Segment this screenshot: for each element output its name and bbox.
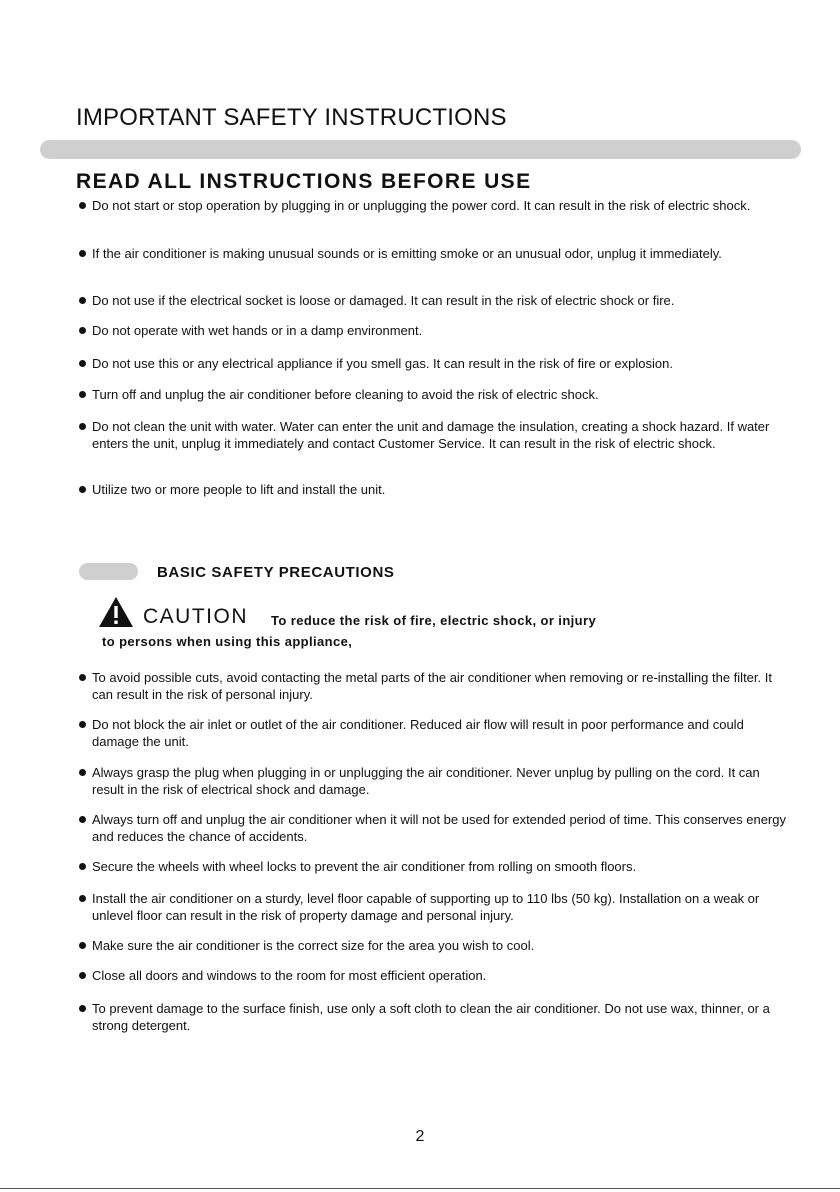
- basic-item-group: [78, 764, 790, 798]
- list-item: [78, 418, 790, 452]
- bullet-dot-icon: [79, 816, 86, 823]
- list-item: [78, 481, 790, 498]
- bullet-dot-icon: [79, 674, 86, 681]
- basic-item-group: [78, 937, 790, 954]
- bullet-dot-icon: [79, 486, 86, 493]
- basic-item-group: [78, 890, 790, 924]
- list-item: [78, 858, 790, 875]
- list-item: [78, 386, 790, 403]
- page-number: 2: [415, 1128, 425, 1145]
- list-item-text: Make sure the air conditioner is the correct size for the area you wish to cool.: [92, 938, 535, 953]
- list-item: [78, 967, 790, 984]
- list-item-text: Utilize two or more people to lift and install the unit.: [92, 482, 386, 497]
- list-item-text: Do not start or stop operation by plugging in or unplugging the power cord. It can result in the risk of electric shock.: [92, 198, 751, 213]
- list-item-text: Always turn off and unplug the air conditioner when it will not be used for extended period of time. This conserves energy and reduces the chance of accidents.: [92, 812, 786, 844]
- list-item: [78, 1000, 790, 1034]
- bullet-dot-icon: [79, 250, 86, 257]
- list-item: [78, 937, 790, 954]
- list-item-text: Do not use this or any electrical appliance if you smell gas. It can result in the risk of fire or explosion.: [92, 356, 673, 371]
- list-item-text: Do not block the air inlet or outlet of the air conditioner. Reduced air flow will result in poor performance and could damage the unit.: [92, 717, 744, 749]
- list-item: [78, 292, 790, 309]
- warning-triangle-icon: [98, 596, 134, 628]
- basic-item-group: [78, 811, 790, 845]
- read-all-item-group: [78, 292, 790, 309]
- bullet-dot-icon: [79, 327, 86, 334]
- list-item: [78, 716, 790, 750]
- list-item-text: Do not clean the unit with water. Water can enter the unit and damage the insulation, creating a shock hazard. If water enters the unit, unplug it immediately and contact Customer Service. It can result in the risk of electric shock.: [92, 419, 770, 451]
- list-item: [78, 322, 790, 339]
- bullet-dot-icon: [79, 769, 86, 776]
- basic-item-group: [78, 858, 790, 875]
- section-heading: BASIC SAFETY PRECAUTIONS: [157, 564, 395, 581]
- basic-item-group: [78, 1000, 790, 1034]
- list-item-text: Secure the wheels with wheel locks to prevent the air conditioner from rolling on smooth floors.: [92, 859, 637, 874]
- list-item-text: Do not use if the electrical socket is loose or damaged. It can result in the risk of electric shock or fire.: [92, 293, 675, 308]
- section-marker-pill: [79, 563, 138, 580]
- bullet-dot-icon: [79, 972, 86, 979]
- list-item-text: Install the air conditioner on a sturdy, level floor capable of supporting up to 110 lbs (50 kg). Installation on a weak or unlevel floor can result in the risk of property damage and personal injury.: [92, 891, 760, 923]
- read-all-item-group: [78, 245, 790, 262]
- list-item: [78, 890, 790, 924]
- basic-item-group: [78, 967, 790, 984]
- read-all-heading: READ ALL INSTRUCTIONS BEFORE USE: [76, 170, 532, 193]
- list-item-text: Turn off and unplug the air conditioner before cleaning to avoid the risk of electric shock.: [92, 387, 599, 402]
- list-item-text: Close all doors and windows to the room for most efficient operation.: [92, 968, 487, 983]
- bullet-dot-icon: [79, 895, 86, 902]
- bullet-dot-icon: [79, 423, 86, 430]
- caution-text-line1: To reduce the risk of fire, electric shock, or injury: [271, 613, 597, 628]
- read-all-item-group: [78, 418, 790, 452]
- bullet-dot-icon: [79, 721, 86, 728]
- bullet-dot-icon: [79, 202, 86, 209]
- list-item: [78, 669, 790, 703]
- bullet-dot-icon: [79, 391, 86, 398]
- list-item: [78, 245, 790, 262]
- basic-item-group: [78, 669, 790, 703]
- list-item-text: To prevent damage to the surface finish, use only a soft cloth to clean the air conditioner. Do not use wax, thinner, or a strong detergent.: [92, 1001, 770, 1033]
- read-all-item-group: [78, 386, 790, 403]
- caution-label: CAUTION: [143, 605, 248, 628]
- list-item-text: To avoid possible cuts, avoid contacting the metal parts of the air conditioner when removing or re-installing the filter. It can result in the risk of personal injury.: [92, 670, 772, 702]
- page-title: IMPORTANT SAFETY INSTRUCTIONS: [76, 104, 507, 131]
- basic-item-group: [78, 716, 790, 750]
- bullet-dot-icon: [79, 297, 86, 304]
- list-item-text: Do not operate with wet hands or in a damp environment.: [92, 323, 423, 338]
- list-item-text: Always grasp the plug when plugging in or unplugging the air conditioner. Never unplug by pulling on the cord. It can result in the risk of electrical shock and damage.: [92, 765, 760, 797]
- bullet-dot-icon: [79, 1005, 86, 1012]
- title-divider-bar: [40, 140, 801, 159]
- read-all-item-group: [78, 355, 790, 372]
- bottom-divider: [0, 1188, 840, 1189]
- bullet-dot-icon: [79, 942, 86, 949]
- list-item: [78, 197, 804, 214]
- list-item: [78, 355, 790, 372]
- caution-text-line2: to persons when using this appliance,: [102, 634, 353, 649]
- bullet-dot-icon: [79, 863, 86, 870]
- bullet-dot-icon: [79, 360, 86, 367]
- list-item: [78, 764, 790, 798]
- list-item-text: If the air conditioner is making unusual sounds or is emitting smoke or an unusual odor, unplug it immediately.: [92, 246, 722, 261]
- list-item: [78, 811, 790, 845]
- read-all-item-group: [78, 481, 790, 498]
- read-all-item-group: [78, 322, 790, 339]
